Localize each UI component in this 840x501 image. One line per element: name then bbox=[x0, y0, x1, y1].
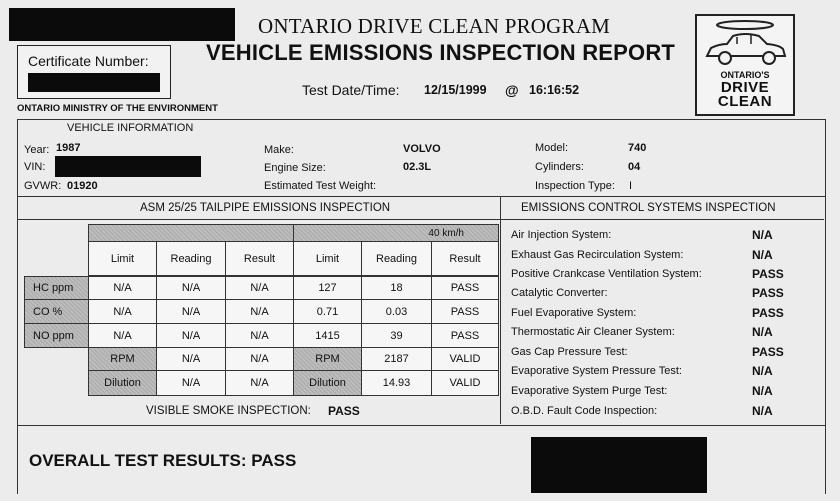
engine-size-label: Engine Size: bbox=[264, 162, 326, 174]
table-cell: N/A bbox=[225, 370, 294, 396]
inspection-type-value: I bbox=[629, 180, 633, 192]
col-header: Result bbox=[225, 241, 294, 276]
year-label: Year: bbox=[24, 144, 50, 156]
report-title: VEHICLE EMISSIONS INSPECTION REPORT bbox=[206, 40, 676, 65]
col-header: Reading bbox=[361, 241, 432, 276]
engine-size-value: 02.3L bbox=[403, 161, 432, 173]
table-cell: N/A bbox=[156, 299, 226, 324]
table-cell: N/A bbox=[225, 323, 294, 348]
table-cell: N/A bbox=[88, 323, 157, 348]
certificate-label: Certificate Number: bbox=[28, 53, 149, 69]
table-cell: N/A bbox=[88, 276, 157, 300]
logo-line2: DRIVE bbox=[720, 79, 770, 96]
ecs-item-label: Catalytic Converter: bbox=[511, 287, 608, 299]
table-cell: VALID bbox=[431, 347, 499, 371]
test-datetime-label: Test Date/Time: bbox=[302, 82, 400, 98]
asm-title: ASM 25/25 TAILPIPE EMISSIONS INSPECTION bbox=[140, 202, 391, 214]
row-label-co: CO % bbox=[24, 299, 89, 324]
overall-result: OVERALL TEST RESULTS: PASS bbox=[29, 451, 297, 470]
smoke-inspection-label: VISIBLE SMOKE INSPECTION: bbox=[146, 405, 311, 417]
col-header: Result bbox=[431, 241, 499, 276]
rpm-label-right: RPM bbox=[293, 347, 362, 371]
car-icon bbox=[697, 16, 793, 72]
ecs-item-value: N/A bbox=[752, 384, 773, 398]
dilution-label-right: Dilution bbox=[293, 370, 362, 396]
test-time: 16:16:52 bbox=[529, 83, 580, 97]
test-weight-label: Estimated Test Weight: bbox=[264, 180, 377, 192]
table-cell: 0.03 bbox=[361, 299, 432, 324]
test-at-symbol: @ bbox=[505, 82, 519, 98]
ministry-label: ONTARIO MINISTRY OF THE ENVIRONMENT bbox=[17, 103, 218, 114]
logo-line3: CLEAN bbox=[717, 93, 773, 110]
ecs-item-value: PASS bbox=[752, 306, 784, 320]
inspection-type-label: Inspection Type: bbox=[535, 180, 615, 192]
ecs-item-label: Positive Crankcase Ventilation System: bbox=[511, 268, 702, 280]
drive-clean-logo bbox=[695, 14, 795, 116]
redacted-signature bbox=[531, 437, 707, 493]
table-cell: N/A bbox=[156, 370, 226, 396]
ecs-title-rule bbox=[501, 219, 824, 220]
table-cell: 39 bbox=[361, 323, 432, 348]
ecs-item-label: Exhaust Gas Recirculation System: bbox=[511, 249, 684, 261]
table-cell: PASS bbox=[431, 323, 499, 348]
col-header: Reading bbox=[156, 241, 226, 276]
ecs-item-value: N/A bbox=[752, 325, 773, 339]
column-divider bbox=[500, 196, 501, 424]
table-cell: N/A bbox=[88, 299, 157, 324]
rpm-label-left: RPM bbox=[88, 347, 157, 371]
year-value: 1987 bbox=[56, 142, 81, 154]
redacted-vin bbox=[55, 156, 201, 177]
ecs-item-label: Fuel Evaporative System: bbox=[511, 307, 637, 319]
smoke-inspection-value: PASS bbox=[328, 404, 360, 418]
ecs-item-value: PASS bbox=[752, 267, 784, 281]
make-value: VOLVO bbox=[403, 143, 441, 155]
table-cell: PASS bbox=[431, 276, 499, 300]
dilution-label-left: Dilution bbox=[88, 370, 157, 396]
ecs-title: EMISSIONS CONTROL SYSTEMS INSPECTION bbox=[521, 202, 776, 214]
table-cell: PASS bbox=[431, 299, 499, 324]
ecs-item-label: Evaporative System Purge Test: bbox=[511, 385, 668, 397]
table-cell: VALID bbox=[431, 370, 499, 396]
table-cell: N/A bbox=[225, 347, 294, 371]
ecs-item-label: Evaporative System Pressure Test: bbox=[511, 365, 682, 377]
col-header: Limit bbox=[293, 241, 362, 276]
gvwr-label: GVWR: bbox=[24, 180, 62, 192]
ecs-item-label: Gas Cap Pressure Test: bbox=[511, 346, 628, 358]
vehicle-section-title: VEHICLE INFORMATION bbox=[67, 122, 194, 134]
asm-title-rule bbox=[17, 219, 501, 220]
ecs-item-value: PASS bbox=[752, 286, 784, 300]
program-title: ONTARIO DRIVE CLEAN PROGRAM bbox=[258, 14, 610, 38]
table-cell: N/A bbox=[156, 276, 226, 300]
ecs-item-value: N/A bbox=[752, 248, 773, 262]
table-cell: 1415 bbox=[293, 323, 362, 348]
table-cell: N/A bbox=[156, 347, 226, 371]
model-label: Model: bbox=[535, 142, 569, 154]
model-value: 740 bbox=[628, 142, 647, 154]
ecs-item-value: PASS bbox=[752, 345, 784, 359]
cylinders-label: Cylinders: bbox=[535, 161, 584, 173]
ecs-item-label: Thermostatic Air Cleaner System: bbox=[511, 326, 675, 338]
vehicle-info-box bbox=[17, 119, 826, 197]
table-cell: N/A bbox=[225, 276, 294, 300]
make-label: Make: bbox=[264, 144, 294, 156]
table-cell: N/A bbox=[225, 299, 294, 324]
ecs-item-value: N/A bbox=[752, 364, 773, 378]
ecs-item-value: N/A bbox=[752, 228, 773, 242]
col-header: Limit bbox=[88, 241, 157, 276]
ecs-item-label: Air Injection System: bbox=[511, 229, 612, 241]
redacted-certificate-number bbox=[28, 73, 160, 92]
table-cell: 14.93 bbox=[361, 370, 432, 396]
asm-speed-header: 40 km/h bbox=[293, 224, 499, 242]
ecs-item-label: O.B.D. Fault Code Inspection: bbox=[511, 405, 658, 417]
ecs-item-value: N/A bbox=[752, 404, 773, 418]
redacted-top-left bbox=[9, 8, 235, 41]
row-label-hc: HC ppm bbox=[24, 276, 89, 300]
test-date: 12/15/1999 bbox=[424, 83, 487, 97]
logo-line1: ONTARIO'S bbox=[720, 70, 770, 80]
asm-header-band-left bbox=[88, 224, 294, 242]
table-cell: 18 bbox=[361, 276, 432, 300]
table-cell: 0.71 bbox=[293, 299, 362, 324]
certificate-box bbox=[17, 45, 171, 99]
vin-label: VIN: bbox=[24, 161, 46, 173]
table-cell: N/A bbox=[156, 323, 226, 348]
gvwr-value: 01920 bbox=[67, 180, 98, 192]
table-cell: 127 bbox=[293, 276, 362, 300]
cylinders-value: 04 bbox=[628, 161, 641, 173]
row-label-no: NO ppm bbox=[24, 323, 89, 348]
table-cell: 2187 bbox=[361, 347, 432, 371]
